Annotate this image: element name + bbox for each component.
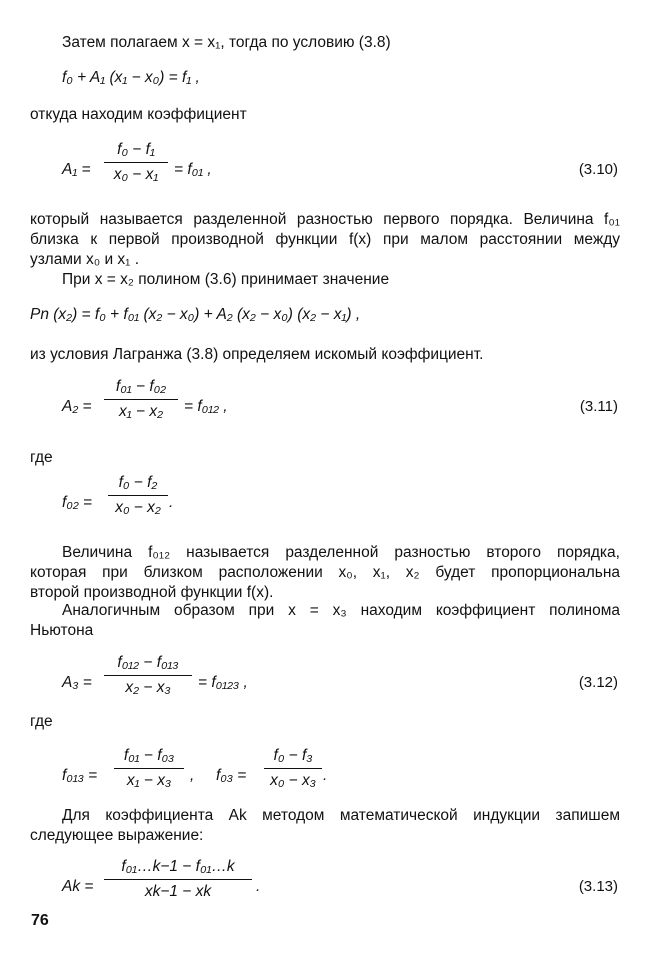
eq313-denominator: xk−1 − xk [144,883,212,900]
eqf013-fraction [114,746,184,791]
paragraph-5: из условия Лагранжа (3.8) определяем искомый коэффициент. [30,346,484,363]
eq310-numerator: f₀ − f₁ [117,141,155,158]
eqf02-denominator: x₀ − x₂ [115,499,161,516]
eq311-denominator: x₁ − x₂ [119,403,163,420]
paragraph-6-line-3: второй производной функции f(x). [30,584,274,601]
equation-1: f₀ + A₁ (x₁ − x₀) = f₁ , [62,69,200,86]
eqf02-numerator: f₀ − f₂ [118,474,158,491]
eq310-rhs: = f₀₁ , [174,161,212,178]
eqf02-rhs: . [169,494,174,511]
fraction-bar [104,162,168,163]
equation-pn: Pn (x₂) = f₀ + f₀₁ (x₂ − x₀) + A₂ (x₂ − x₀) (x₂ − x₁) , [30,306,361,323]
paragraph-4: При x = x₂ полином (3.6) принимает значение [62,271,390,288]
fraction-bar [104,399,178,400]
paragraph-8-line-1: Для коэффициента Ak методом математической индукции запишем [62,807,620,824]
paragraph-1: Затем полагаем x = x₁, тогда по условию (3.8) [62,34,391,51]
eq312-fraction [104,653,192,698]
fraction-bar [114,768,184,769]
paragraph-6-line-1: Величина f₀₁₂ называется разделенной разностью второго порядка, [62,544,620,561]
fraction-bar [104,879,252,880]
eq313-lhs: Ak = [62,878,94,895]
eq310-lhs: A₁ = [62,161,91,178]
eq313-numerator: f₀₁…k−1 − f₀₁…k [121,858,235,875]
eq312-rhs: = f₀₁₂₃ , [198,674,248,691]
eq312-numerator: f₀₁₂ − f₀₁₃ [117,654,179,671]
eq313-fraction [104,857,252,902]
eqf03-fraction [264,746,322,791]
eq310-number: (3.10) [578,161,618,178]
eq311-rhs: = f₀₁₂ , [184,398,228,415]
eq313-number: (3.13) [578,878,618,895]
eq311-numerator: f₀₁ − f₀₂ [115,378,167,395]
eqf013-numerator: f₀₁ − f₀₃ [123,747,175,764]
eq312-number: (3.12) [578,674,618,691]
fraction-bar [108,495,168,496]
paragraph-7-line-1: Аналогичным образом при x = x₃ находим коэффициент полинома [62,602,620,619]
eq311-number: (3.11) [579,398,618,415]
eqf013-lhs: f₀₁₃ = [62,767,98,784]
eqf02-fraction [108,473,168,518]
eq311-fraction [104,377,178,422]
eqf03-lhs: f₀₃ = [216,767,247,784]
eq310-fraction [104,140,168,185]
fraction-bar [264,768,322,769]
eq312-lhs: A₃ = [62,674,92,691]
gde-1: где [30,449,53,466]
eqf013-rhs: , [190,767,195,784]
paragraph-2: откуда находим коэффициент [30,106,247,123]
paragraph-3-line-1: который называется разделенной разностью первого порядка. Величина f₀₁ [30,211,620,228]
eq312-denominator: x₂ − x₃ [125,679,171,696]
eqf02-lhs: f₀₂ = [62,494,93,511]
eq311-lhs: A₂ = [62,398,92,415]
paragraph-3-line-3: узлами x₀ и x₁ . [30,251,140,268]
paragraph-6-line-2: которая при близком расположении x₀, x₁, x₂ будет пропорциональна [30,564,620,581]
eq310-denominator: x₀ − x₁ [113,166,159,183]
eqf03-rhs: . [323,767,328,784]
gde-2: где [30,713,53,730]
fraction-bar [104,675,192,676]
paragraph-3-line-2: близка к первой производной функции f(x) при малом расстоянии между [30,231,620,248]
eqf013-denominator: x₁ − x₃ [126,772,172,789]
paragraph-8-line-2: следующее выражение: [30,827,204,844]
eqf03-numerator: f₀ − f₃ [273,747,313,764]
page-number: 76 [31,912,49,929]
eq313-rhs: . [256,878,261,895]
paragraph-7-line-2: Ньютона [30,622,94,639]
eqf03-denominator: x₀ − x₃ [270,772,316,789]
